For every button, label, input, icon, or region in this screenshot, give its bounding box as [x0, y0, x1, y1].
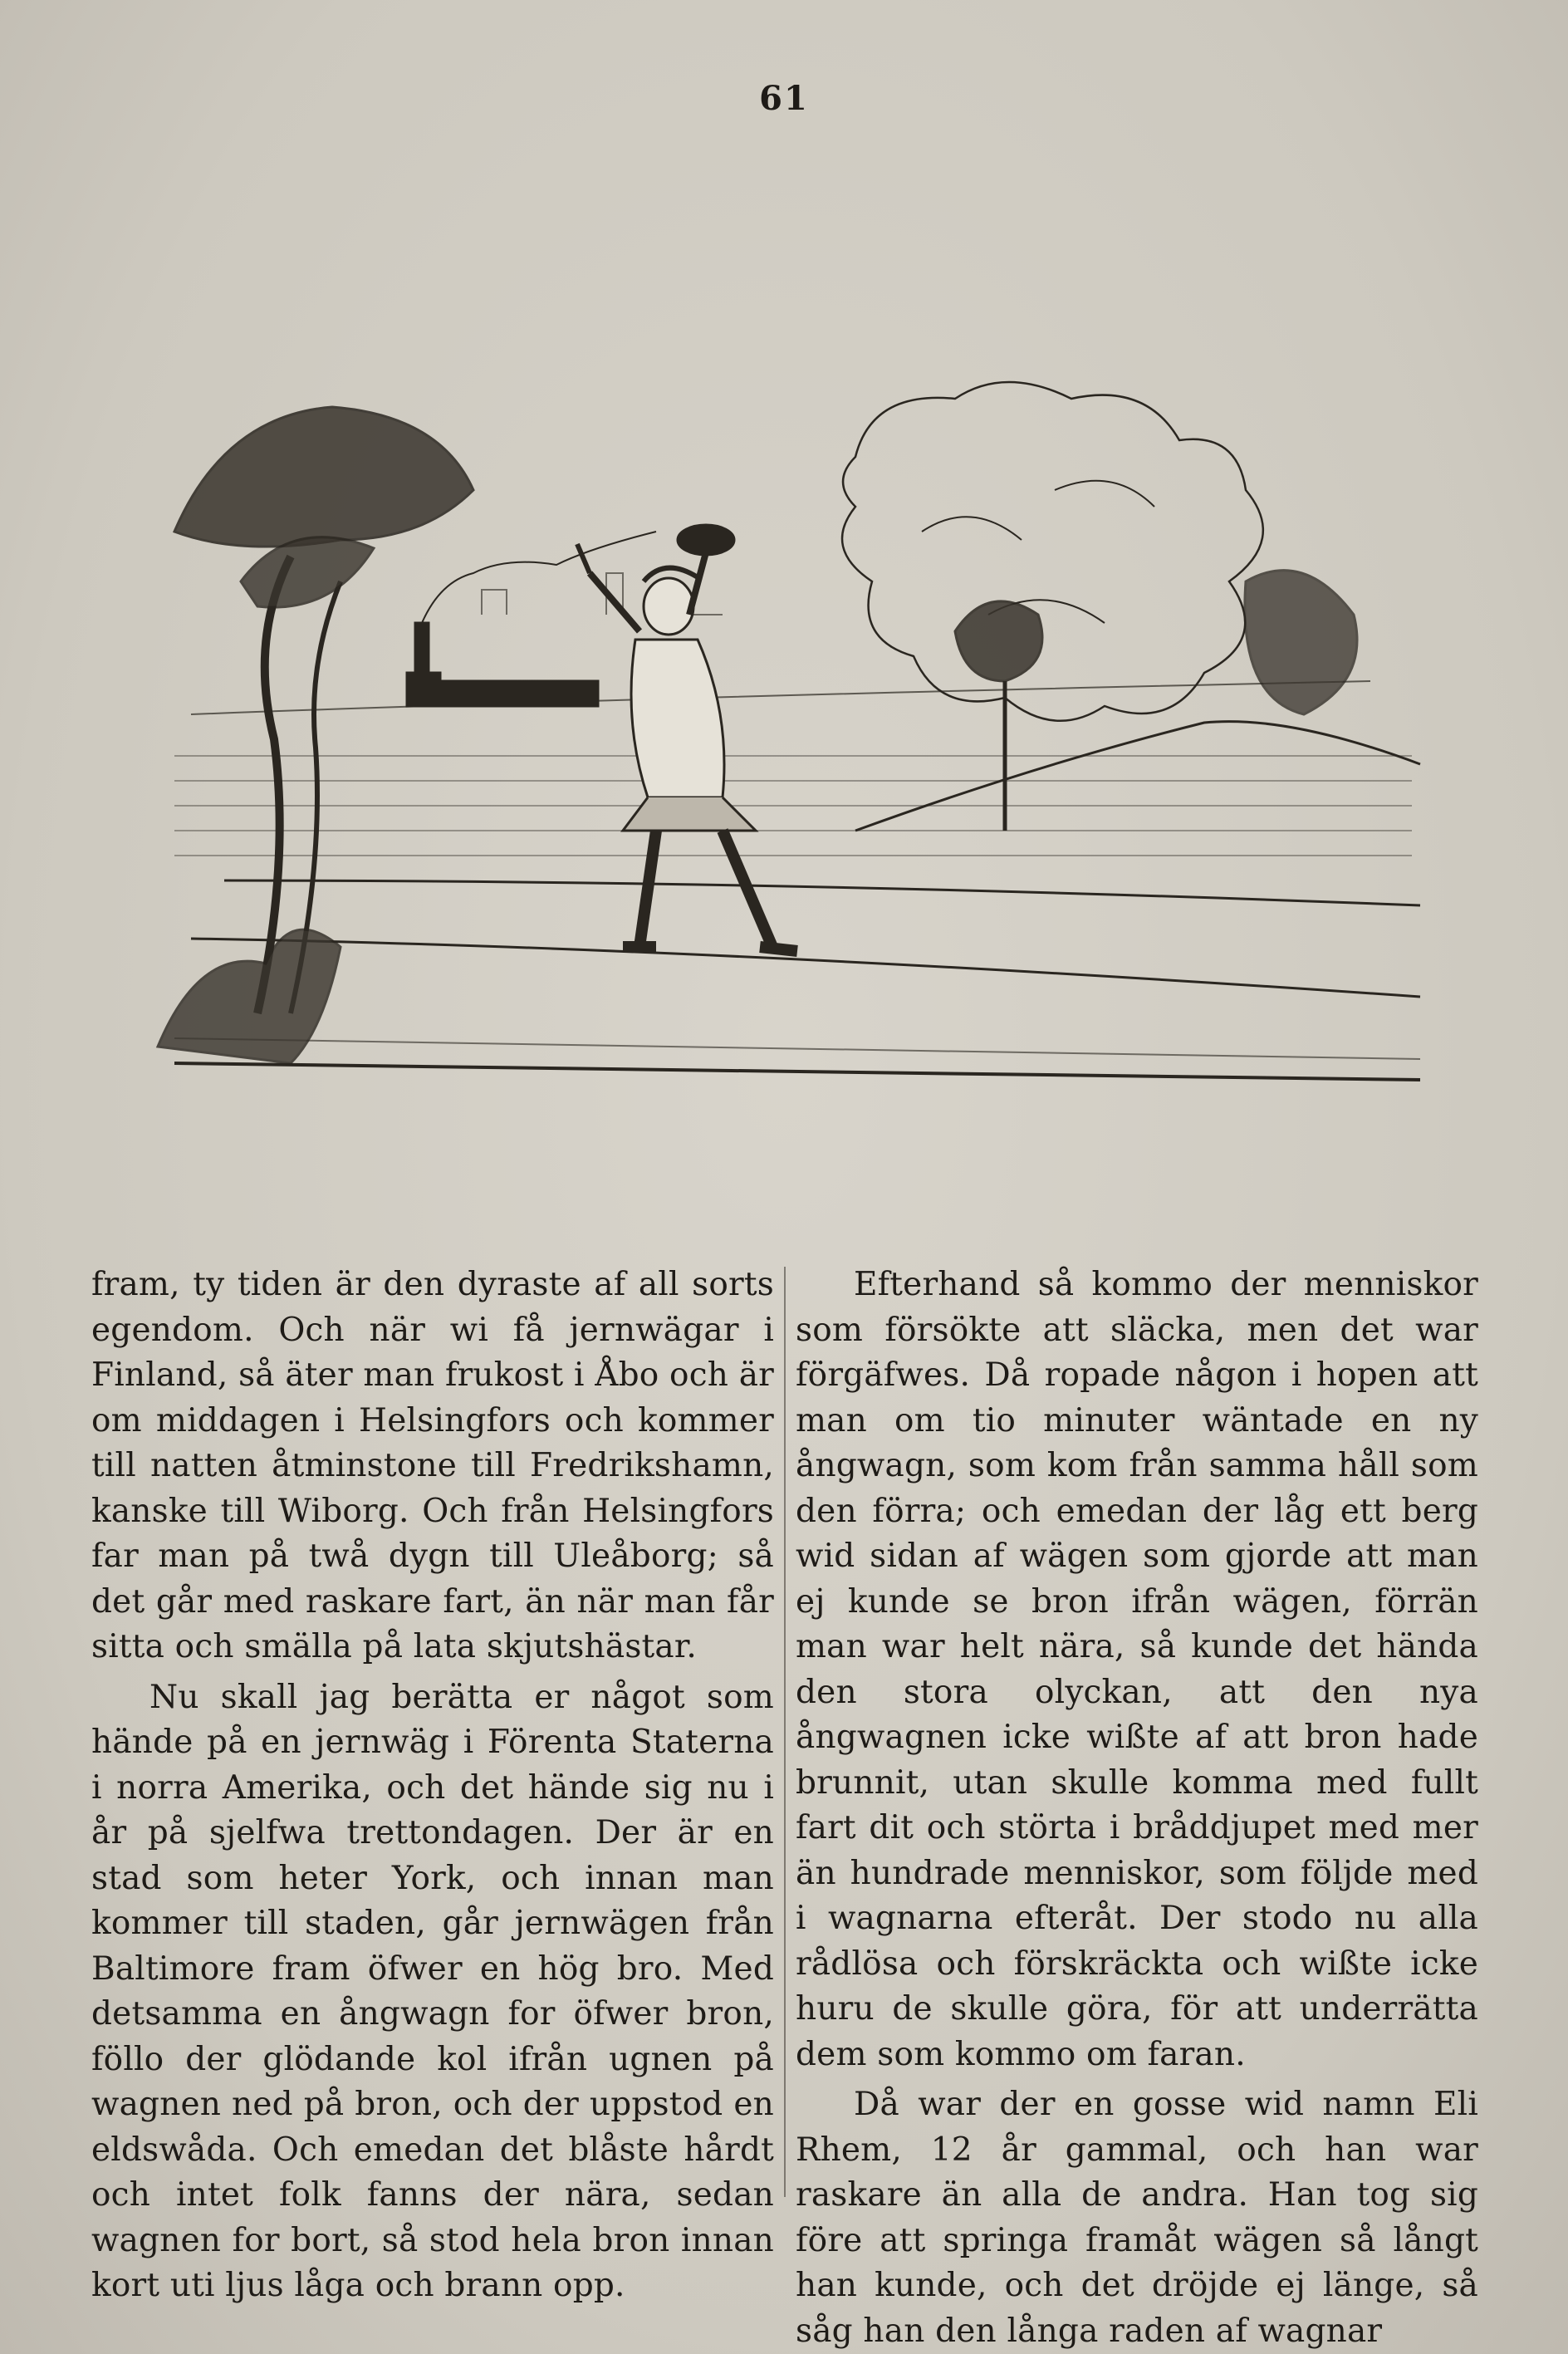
paragraph: fram, ty tiden är den dyraste af all sorts egendom. Och när wi få jernwägar i Finland, så äter man frukost i Åbo och är om middagen i Helsingfors och kommer till natten åtminstone till Fredrikshamn, kanske till Wiborg. Och från Helsingfors far man på twå dygn till Uleåborg; så det går med raskare fart, än när man får sitta och smälla på lata skjutshästar. [91, 1266, 774, 1665]
paragraph: Nu skall jag berätta er något som hände på en jernwäg i Förenta Staterna i norra Amerika, och det hände sig nu i år på sjelfwa trettondagen. Der är en stad som heter York, och innan man kommer till staden, går jernwägen från Baltimore fram öfwer en hög bro. Med detsamma en ångwagn for öfwer bron, föllo der glödande kol ifrån ugnen på wagnen ned på bron, och der uppstod en eldswåda. Och emedan det blåste hårdt och intet folk fanns der nära, sedan wagnen for bort, så stod hela bron innan kort uti ljus låga och brann opp. [91, 1678, 774, 2304]
woodcut-illustration [125, 365, 1453, 1113]
paragraph: Då war der en gosse wid namn Eli Rhem, 12 år gammal, och han war raskare än alla de andra. Han tog sig före att springa framåt wägen så långt han kunde, och det dröjde ej länge, så såg han den långa raden af wagnar [796, 2086, 1478, 2350]
left-column [91, 1263, 774, 2309]
page-number: 61 [759, 79, 809, 118]
paragraph: Efterhand så kommo der menniskor som försökte att släcka, men det war förgäfwes. Då ropade någon i hopen att man om tio minuter wäntade en ny ångwagn, som kom från samma håll som den förra; och emedan der låg ett berg wid sidan af wägen som gjorde att man ej kunde se bron ifrån wägen, förrän man war helt nära, så kunde det hända den stora olyckan, att den nya ångwagnen icke wißte af att bron hade brunnit, utan skulle komma med fullt fart dit och störta i bråddjupet med mer än hundrade menniskor, som följde med i wagnarna efteråt. Der stodo nu alla rådlösa och förskräckta och wißte icke huru de skulle göra, för att underrätta dem som kommo om faran. [796, 1266, 1478, 2073]
right-column [796, 1263, 1478, 2354]
column-divider [784, 1267, 786, 2197]
